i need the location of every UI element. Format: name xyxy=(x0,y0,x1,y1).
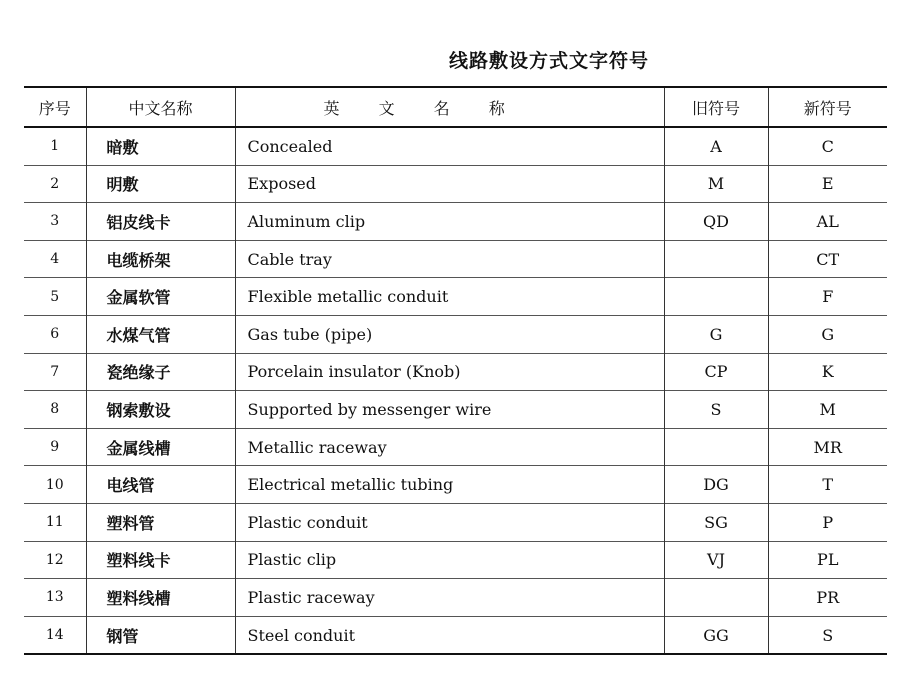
old-symbol-cell: A xyxy=(664,127,768,165)
table-title: 线路敷设方式文字符号 xyxy=(449,50,650,72)
chinese-name-cell: 瓷绝缘子 xyxy=(86,353,235,391)
header-serial-no: 序号 xyxy=(24,87,86,127)
english-name-cell: Aluminum clip xyxy=(235,203,664,241)
old-symbol-cell xyxy=(664,278,768,316)
serial-number-cell: 13 xyxy=(24,579,86,617)
english-name-cell: Porcelain insulator (Knob) xyxy=(235,353,664,391)
new-symbol-cell: CT xyxy=(768,240,887,278)
table-row xyxy=(24,391,887,429)
new-symbol-cell: PL xyxy=(768,541,887,579)
old-symbol-cell xyxy=(664,428,768,466)
header-old-symbol: 旧符号 xyxy=(664,87,768,127)
table-row xyxy=(24,203,887,241)
table-row xyxy=(24,165,887,203)
serial-number-cell: 3 xyxy=(24,203,86,241)
serial-number-cell: 8 xyxy=(24,391,86,429)
new-symbol-cell: PR xyxy=(768,579,887,617)
chinese-name-cell: 水煤气管 xyxy=(86,315,235,353)
serial-number-cell: 14 xyxy=(24,616,86,654)
old-symbol-cell xyxy=(664,240,768,278)
english-name-cell: Flexible metallic conduit xyxy=(235,278,664,316)
table-row xyxy=(24,503,887,541)
chinese-name-cell: 电缆桥架 xyxy=(86,240,235,278)
english-name-cell: Plastic clip xyxy=(235,541,664,579)
new-symbol-cell: F xyxy=(768,278,887,316)
chinese-name-cell: 金属线槽 xyxy=(86,428,235,466)
header-new-symbol: 新符号 xyxy=(768,87,887,127)
serial-number-cell: 5 xyxy=(24,278,86,316)
serial-number-cell: 9 xyxy=(24,428,86,466)
table-row xyxy=(24,428,887,466)
chinese-name-cell: 铝皮线卡 xyxy=(86,203,235,241)
chinese-name-cell: 塑料管 xyxy=(86,503,235,541)
english-name-cell: Exposed xyxy=(235,165,664,203)
english-name-cell: Plastic raceway xyxy=(235,579,664,617)
table-row xyxy=(24,541,887,579)
new-symbol-cell: MR xyxy=(768,428,887,466)
table-row xyxy=(24,466,887,504)
header-chinese-name: 中文名称 xyxy=(86,87,235,127)
new-symbol-cell: AL xyxy=(768,203,887,241)
header-row xyxy=(24,87,887,127)
chinese-name-cell: 塑料线槽 xyxy=(86,579,235,617)
new-symbol-cell: E xyxy=(768,165,887,203)
chinese-name-cell: 钢管 xyxy=(86,616,235,654)
serial-number-cell: 7 xyxy=(24,353,86,391)
new-symbol-cell: K xyxy=(768,353,887,391)
english-name-cell: Plastic conduit xyxy=(235,503,664,541)
serial-number-cell: 10 xyxy=(24,466,86,504)
chinese-name-cell: 塑料线卡 xyxy=(86,541,235,579)
english-name-cell: Supported by messenger wire xyxy=(235,391,664,429)
chinese-name-cell: 明敷 xyxy=(86,165,235,203)
old-symbol-cell xyxy=(664,579,768,617)
english-name-cell: Gas tube (pipe) xyxy=(235,315,664,353)
old-symbol-cell: M xyxy=(664,165,768,203)
old-symbol-cell: SG xyxy=(664,503,768,541)
serial-number-cell: 4 xyxy=(24,240,86,278)
english-name-cell: Metallic raceway xyxy=(235,428,664,466)
table-row xyxy=(24,616,887,654)
old-symbol-cell: DG xyxy=(664,466,768,504)
new-symbol-cell: P xyxy=(768,503,887,541)
serial-number-cell: 2 xyxy=(24,165,86,203)
chinese-name-cell: 暗敷 xyxy=(86,127,235,165)
table-row xyxy=(24,579,887,617)
old-symbol-cell: G xyxy=(664,315,768,353)
table-row xyxy=(24,278,887,316)
header-english-name: 英 文 名 称 xyxy=(235,87,664,127)
chinese-name-cell: 金属软管 xyxy=(86,278,235,316)
table-row xyxy=(24,315,887,353)
chinese-name-cell: 电线管 xyxy=(86,466,235,504)
old-symbol-cell: VJ xyxy=(664,541,768,579)
new-symbol-cell: M xyxy=(768,391,887,429)
english-name-cell: Electrical metallic tubing xyxy=(235,466,664,504)
serial-number-cell: 12 xyxy=(24,541,86,579)
new-symbol-cell: T xyxy=(768,466,887,504)
english-name-cell: Steel conduit xyxy=(235,616,664,654)
wiring-symbol-table xyxy=(24,86,887,655)
old-symbol-cell: GG xyxy=(664,616,768,654)
table-body xyxy=(24,127,887,654)
english-name-cell: Cable tray xyxy=(235,240,664,278)
serial-number-cell: 11 xyxy=(24,503,86,541)
serial-number-cell: 6 xyxy=(24,315,86,353)
new-symbol-cell: C xyxy=(768,127,887,165)
old-symbol-cell: CP xyxy=(664,353,768,391)
new-symbol-cell: S xyxy=(768,616,887,654)
table-row xyxy=(24,353,887,391)
table-row xyxy=(24,127,887,165)
table-row xyxy=(24,240,887,278)
old-symbol-cell: S xyxy=(664,391,768,429)
serial-number-cell: 1 xyxy=(24,127,86,165)
old-symbol-cell: QD xyxy=(664,203,768,241)
new-symbol-cell: G xyxy=(768,315,887,353)
chinese-name-cell: 钢索敷设 xyxy=(86,391,235,429)
english-name-cell: Concealed xyxy=(235,127,664,165)
